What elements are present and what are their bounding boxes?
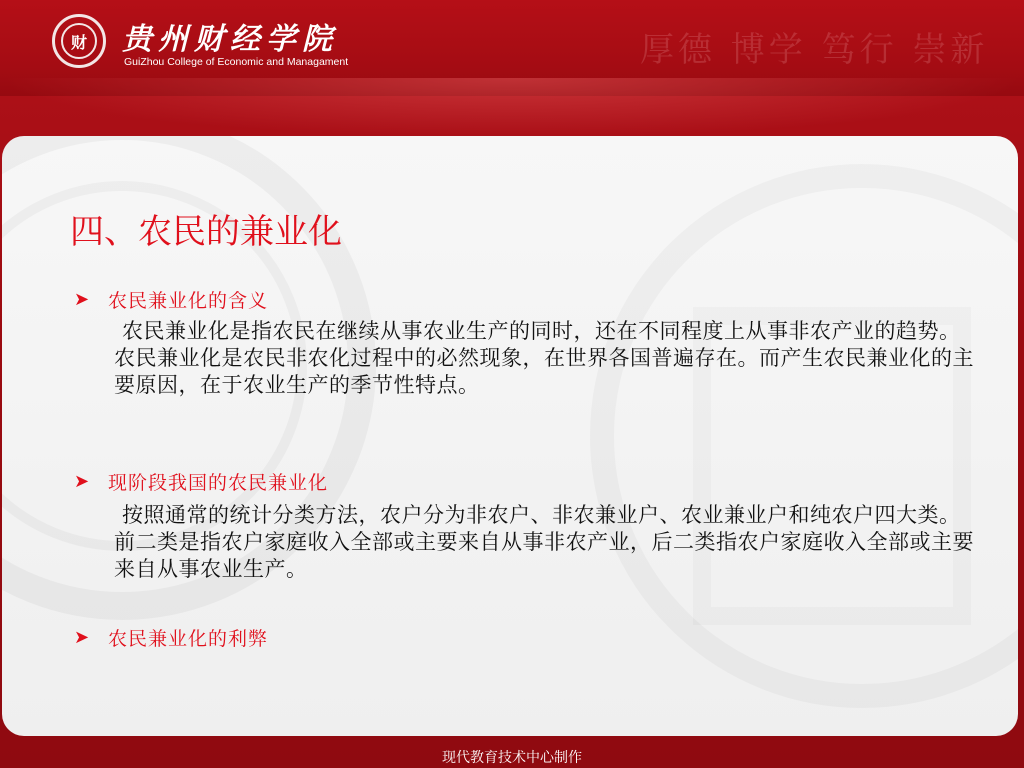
section-heading: 农民兼业化的利弊 [108, 628, 269, 650]
school-name-cn: 贵州财经学院 [122, 22, 338, 57]
seal-glyph: 财 [70, 32, 87, 52]
seal-inner [61, 23, 97, 59]
bullet-section-2 [74, 468, 328, 495]
bullet-section-3 [74, 624, 268, 651]
section-heading: 农民兼业化的含义 [108, 290, 269, 312]
slide-title: 四、农民的兼业化 [70, 212, 342, 252]
header-watermark: 厚德 博学 笃行 崇新 [640, 30, 989, 70]
school-seal-logo [52, 14, 106, 68]
arrow-bullet-icon: ➤ [74, 289, 90, 310]
section-body: 农民兼业化是指农民在继续从事农业生产的同时，还在不同程度上从事非农产业的趋势。农民兼业化是农民非农化过程中的必然现象，在世界各国普遍存在。而产生农民兼业化的主要原因，在于农业生产的季节性特点。 [114, 319, 974, 397]
content-card [2, 136, 1018, 736]
header-shine [0, 78, 1024, 138]
footer-credit: 现代教育技术中心制作 [442, 750, 582, 766]
school-name-en: GuiZhou College of Economic and Managament [124, 56, 349, 68]
bullet-section-1 [74, 286, 268, 313]
arrow-bullet-icon: ➤ [74, 471, 90, 492]
section-heading: 现阶段我国的农民兼业化 [108, 472, 329, 494]
section-body: 按照通常的统计分类方法，农户分为非农户、非农兼业户、农业兼业户和纯农户四大类。前二类是指农户家庭收入全部或主要来自从事非农产业，后二类指农户家庭收入全部或主要来自从事农业生产。 [114, 503, 974, 581]
arrow-bullet-icon: ➤ [74, 627, 90, 648]
